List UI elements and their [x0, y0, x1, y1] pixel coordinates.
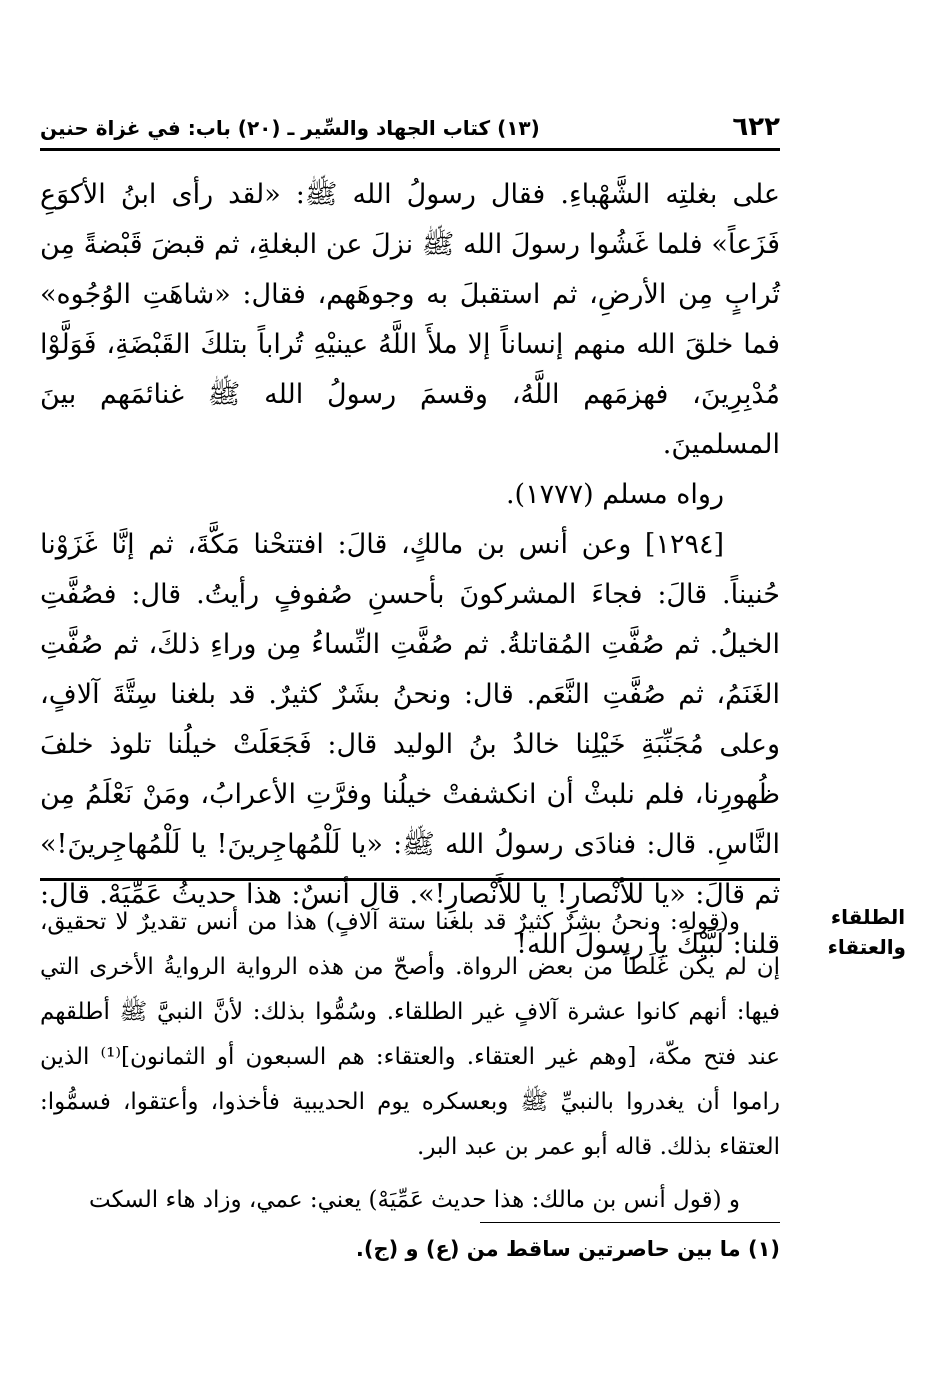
header-divider [40, 148, 780, 151]
hadith-paragraph-2: [١٢٩٤] وعن أنس بن مالكٍ، قالَ: افتتحْنا مَكَّةَ، ثم إنَّا غَزَوْنا حُنيناً. قالَ: فجاءَ المشركونَ بأحسنِ صُفوفٍ رأيتُ. قال: فصُفَّتِ الخيلُ. ثم صُفَّتِ المُقاتلةُ. ثم صُفَّتِ النِّساءُ مِن وراءِ ذلكَ، ثم صُفَّتِ الغَنَمُ، ثم صُفَّتِ النَّعَم. قال: ونحنُ بشَرٌ كثيرٌ. قد بلغنا سِتَّةَ آلافٍ، وعلى مُجَنِّبَةِ خَيْلِنا خالدُ بنُ الوليد قال: فَجَعَلَتْ خيلُنا تلوذ خلفَ ظُهورِنا، فلم نلبثْ أن انكشفتْ خيلُنا وفرَّتِ الأعرابُ، ومَنْ نَعْلَمُ مِن النَّاسِ. قال: فنادَى رسولُ الله ﷺ: «يا لَلْمُهاجِرينَ! يا لَلْمُهاجِرينَ!» ثم قالَ: «يا لَلأنْصارِ! يا للأَنْصارِ!». قال أنسٌ: هذا حديثُ عَمِّيَهْ. قال: قلنا: لَبَّيْكَ يا رسولَ الله! [40, 529, 780, 960]
footnote: (١) ما بين حاصرتين ساقط من (ع) و (ج). [355, 1237, 780, 1261]
page-header [40, 112, 780, 152]
margin-note-line-2: والعتقاء [827, 935, 906, 959]
commentary-paragraph-2: و (قول أنس بن مالك: هذا حديث عَمِّيَهْ) يعني: عمي، وزاد هاء السكت [89, 1187, 740, 1213]
commentary-divider [40, 878, 780, 881]
hadith-text [40, 170, 780, 970]
margin-note [827, 902, 906, 962]
margin-note-line-1: الطلقاء [830, 905, 906, 929]
running-title: (١٣) كتاب الجهاد والسِّير ـ (٢٠) باب: في غزاة حنين [40, 116, 540, 140]
hadith-source: رواه مسلم (١٧٧٧). [505, 479, 724, 510]
hadith-paragraph-1: على بغلتِه الشَّهْباءِ. فقال رسولُ الله ﷺ: «لقد رأى ابنُ الأكوَعِ فَزَعاً» فلما غَشُوا رسولَ الله ﷺ نزلَ عن البغلةِ، ثم قبضَ قَبْضةً مِن تُرابٍ مِن الأرضِ، ثم استقبلَ به وجوهَهم، فقال: «شاهَتِ الوُجُوه» فما خلقَ الله منهم إنساناً إلا ملأَ اللَّهُ عينيْهِ تُراباً بتلكَ القَبْضَةِ، فَوَلَّوْا مُدْبِرِينَ، فهزمَهم اللَّهُ، وقسمَ رسولُ الله ﷺ غنائمَهم بينَ المسلمينَ. [40, 179, 780, 460]
page-number: ٦٢٢ [732, 112, 780, 142]
commentary-paragraph-1: و(قوله: ونحنُ بشرٌ كثيرٌ قد بلغنا ستة آلافٍ) هذا من أنس تقديرٌ لا تحقيق، إن لم يكن غَلَطاً من بعض الرواة. وأصحّ من هذه الرواية الروايةُ الأخرى التي فيها: أنهم كانوا عشرة آلافٍ غير الطلقاء. وسُمُّوا بذلك: لأنَّ النبيَّ ﷺ أطلقهم عند فتح مكّة، [وهم غير العتقاء. والعتقاء: هم السبعون أو الثمانون]⁽¹⁾ الذين راموا أن يغدروا بالنبيِّ ﷺ وبعسكره يوم الحديبية فأخذوا، وأعتقوا، فسمُّوا: العتقاء بذلك. قاله أبو عمر بن عبد البر. [40, 909, 780, 1160]
footnote-divider [480, 1222, 780, 1223]
commentary-section [40, 900, 780, 1231]
